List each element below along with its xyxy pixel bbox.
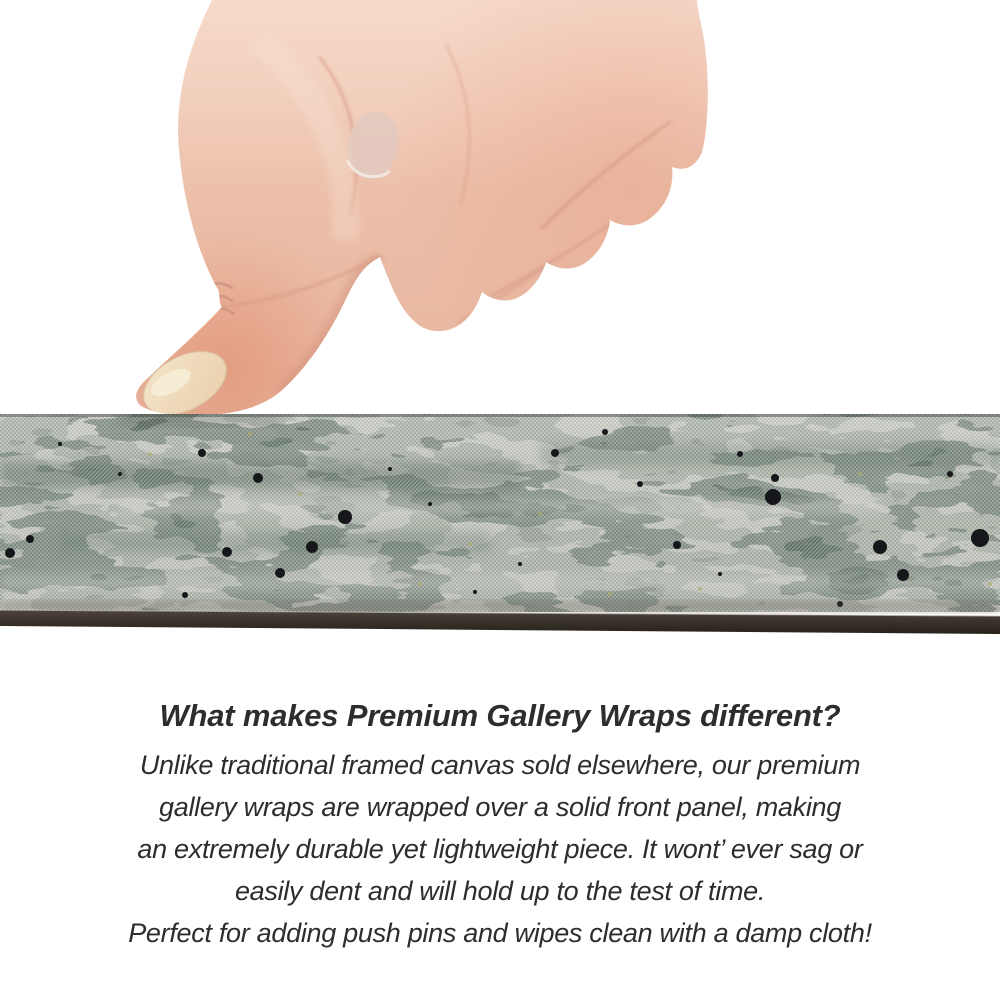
caption-line-4: easily dent and will hold up to the test of time.: [234, 876, 766, 906]
caption-line-2: gallery wraps are wrapped over a solid front panel, making: [159, 792, 841, 822]
caption-line-5: Perfect for adding push pins and wipes clean with a damp cloth!: [128, 918, 872, 948]
caption-block: [0, 698, 1000, 954]
canvas-strip: [0, 414, 1000, 636]
hand-photo: [110, 0, 710, 420]
caption-title: What makes Premium Gallery Wraps different?: [159, 698, 841, 733]
canvas-top-fold: [0, 414, 1000, 417]
caption-line-3: an extremely durable yet lightweight piece. It wont’ ever sag or: [137, 834, 863, 864]
canvas-fold-shadow: [0, 602, 1000, 611]
caption-line-1: Unlike traditional framed canvas sold elsewhere, our premium: [139, 750, 861, 780]
canvas-weave-shadow: [0, 414, 1000, 612]
